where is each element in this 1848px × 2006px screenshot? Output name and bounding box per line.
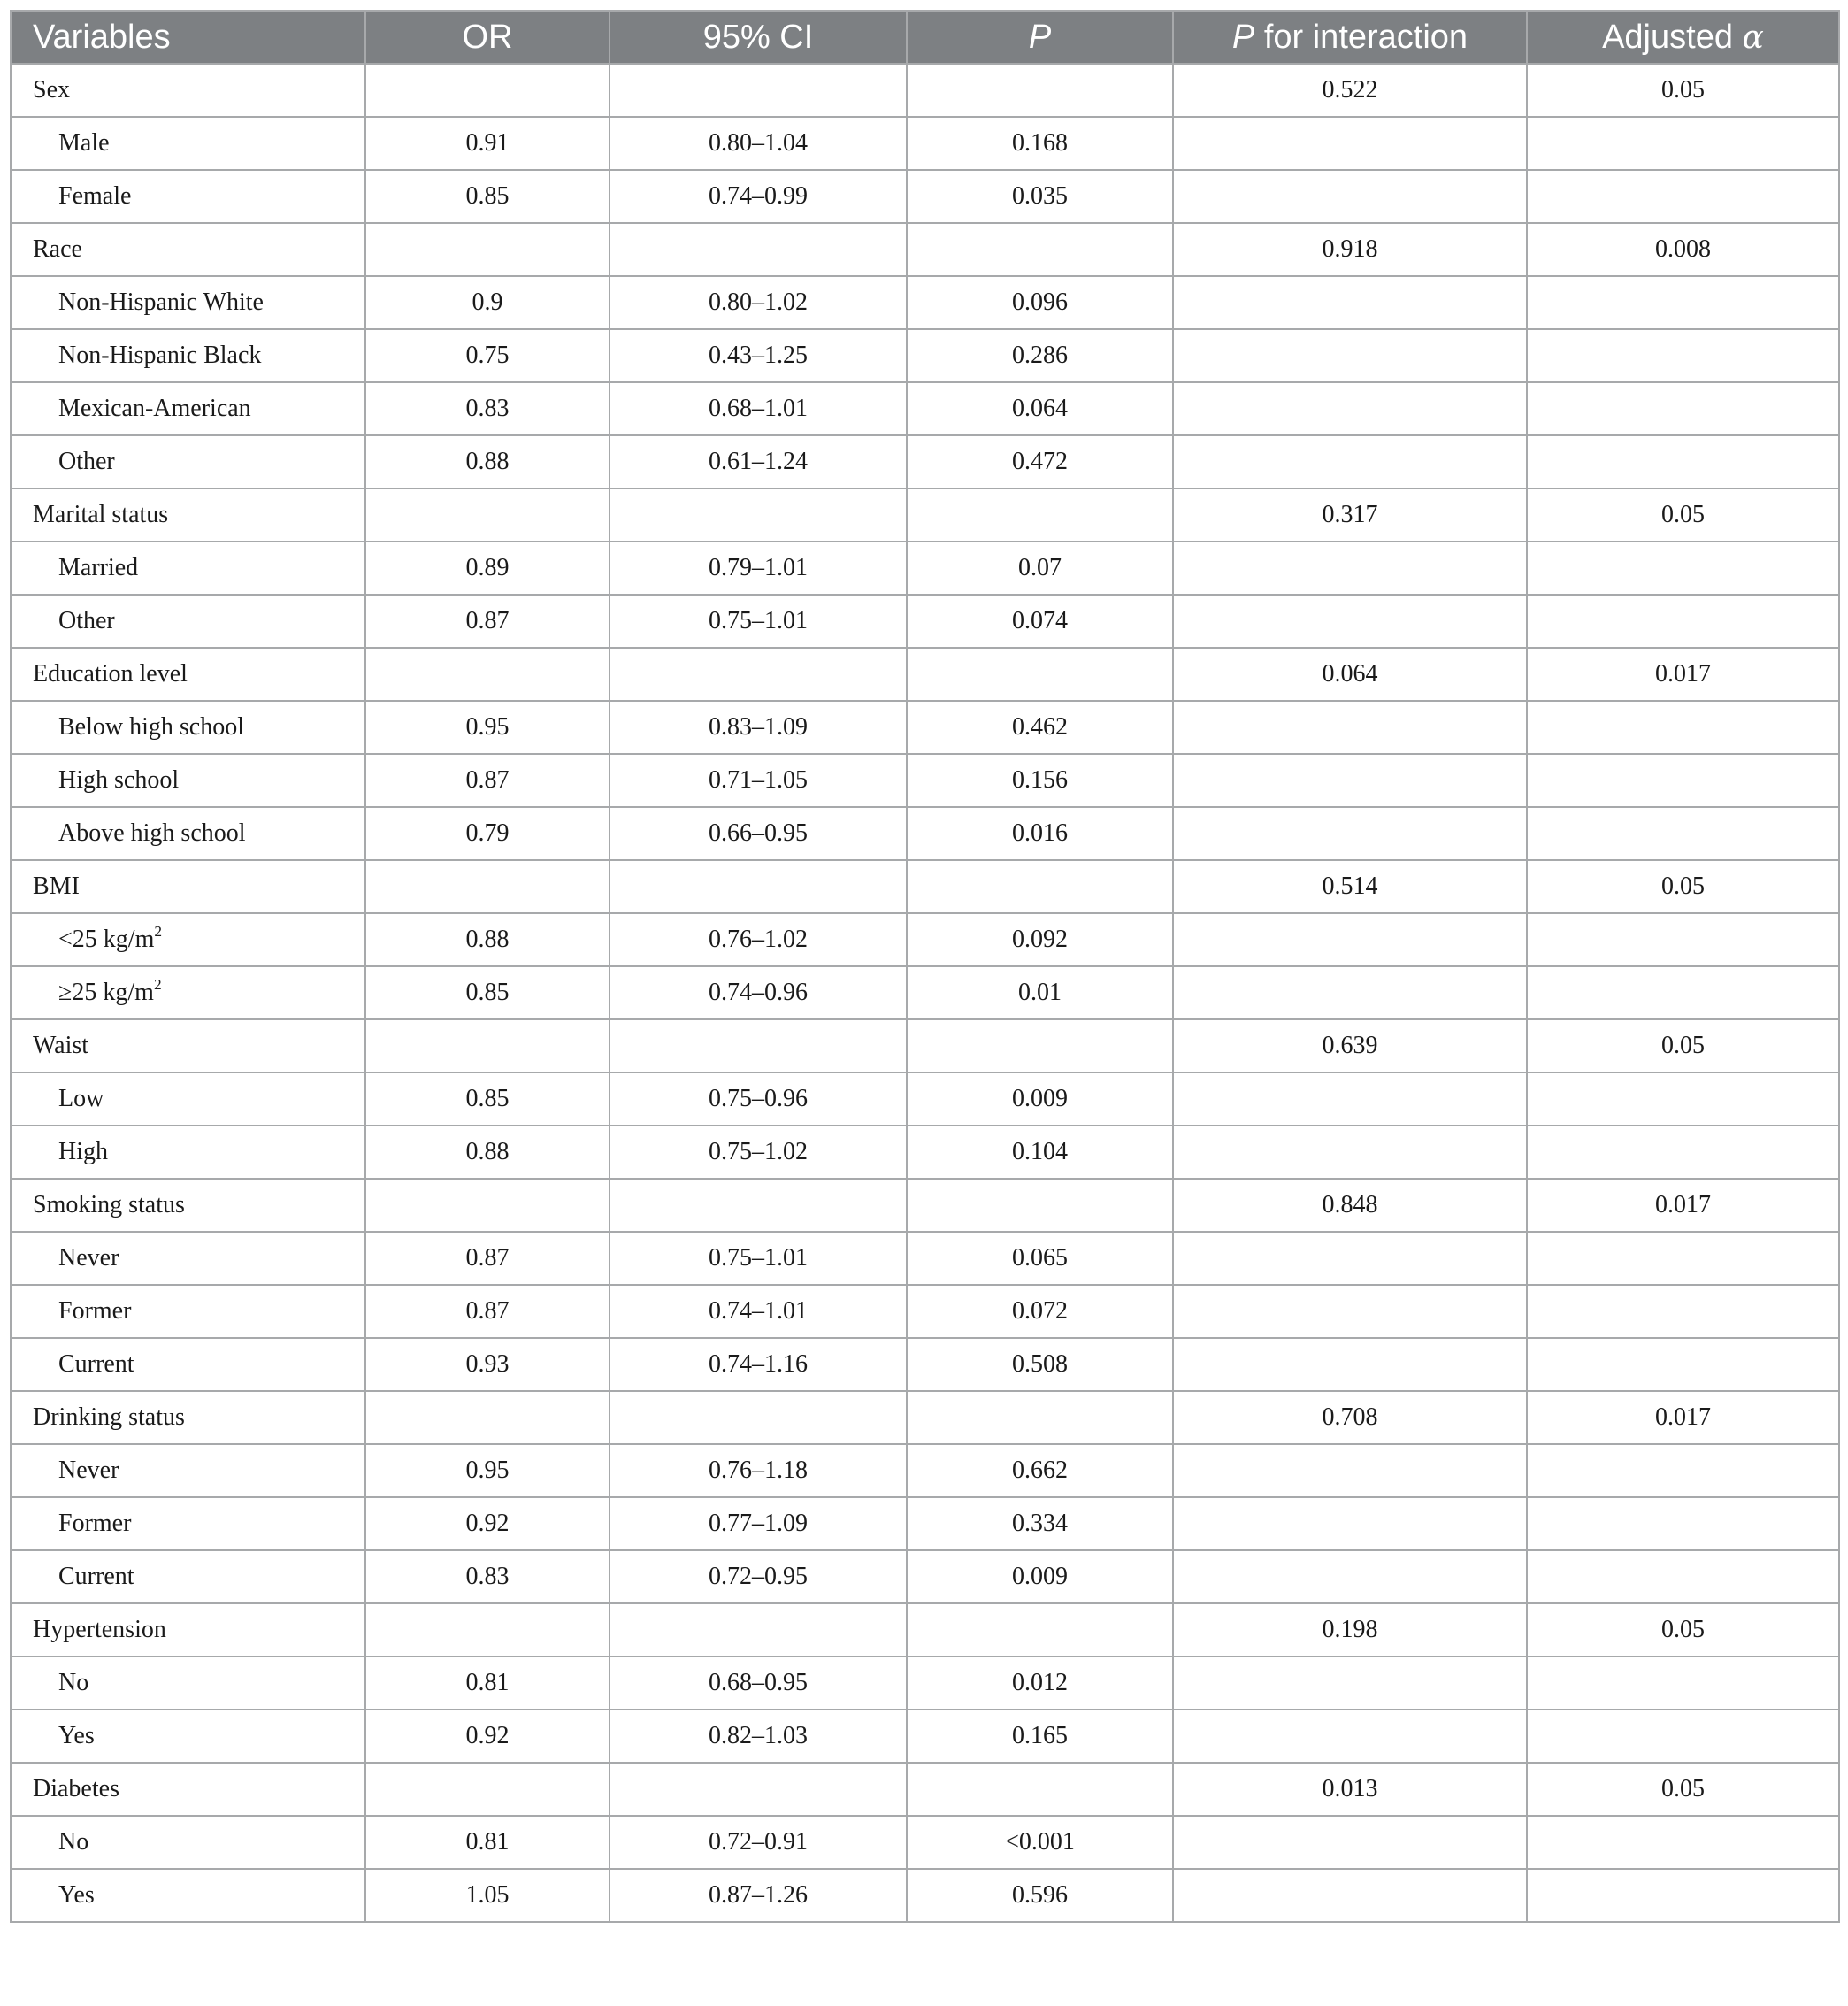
table-row xyxy=(11,542,1839,595)
row-label: Education level xyxy=(33,660,188,688)
subgroup-label-cell xyxy=(11,807,365,860)
ci-cell: 0.77–1.09 xyxy=(610,1497,907,1550)
ci-cell: 0.80–1.02 xyxy=(610,276,907,329)
ci-cell: 0.80–1.04 xyxy=(610,117,907,170)
p-interaction-cell: 0.514 xyxy=(1173,860,1527,913)
or-cell: 0.87 xyxy=(365,1232,610,1285)
ci-cell xyxy=(610,648,907,701)
col-header-p-text: P xyxy=(1028,18,1052,56)
subgroup-label-cell xyxy=(11,1126,365,1179)
col-header-adjusted-alpha xyxy=(1527,11,1839,64)
subgroup-label-cell xyxy=(11,435,365,488)
table-row xyxy=(11,1656,1839,1710)
row-label: Sex xyxy=(33,76,70,104)
subgroup-label-cell xyxy=(11,966,365,1019)
table-row xyxy=(11,117,1839,170)
adjusted-alpha-cell xyxy=(1527,1550,1839,1603)
subgroup-label-cell xyxy=(11,1816,365,1869)
subgroup-label-cell xyxy=(11,117,365,170)
p-interaction-cell: 0.013 xyxy=(1173,1763,1527,1816)
p-interaction-cell xyxy=(1173,329,1527,382)
p-value-cell: 0.662 xyxy=(907,1444,1173,1497)
adjusted-alpha-cell xyxy=(1527,754,1839,807)
subgroup-label-cell xyxy=(11,1656,365,1710)
row-label: Mexican-American xyxy=(58,395,251,422)
header-row xyxy=(11,11,1839,64)
row-label: Other xyxy=(58,448,115,475)
group-label-cell xyxy=(11,1019,365,1072)
p-value-cell: 0.072 xyxy=(907,1285,1173,1338)
ci-cell: 0.61–1.24 xyxy=(610,435,907,488)
p-value-cell xyxy=(907,1763,1173,1816)
row-label: Current xyxy=(58,1350,134,1378)
or-cell: 1.05 xyxy=(365,1869,610,1922)
group-row xyxy=(11,648,1839,701)
p-interaction-cell xyxy=(1173,595,1527,648)
p-interaction-cell: 0.639 xyxy=(1173,1019,1527,1072)
subgroup-label-cell xyxy=(11,1710,365,1763)
p-interaction-cell xyxy=(1173,1656,1527,1710)
adjusted-alpha-cell xyxy=(1527,435,1839,488)
subgroup-label-cell xyxy=(11,1497,365,1550)
table-row xyxy=(11,1869,1839,1922)
p-value-cell: 0.016 xyxy=(907,807,1173,860)
p-interaction-cell xyxy=(1173,1126,1527,1179)
row-label: <25 kg/m xyxy=(58,926,155,953)
row-label: Never xyxy=(58,1244,119,1272)
group-label-cell xyxy=(11,648,365,701)
ci-cell: 0.75–1.01 xyxy=(610,1232,907,1285)
p-interaction-cell xyxy=(1173,1710,1527,1763)
or-cell: 0.95 xyxy=(365,701,610,754)
group-label-cell xyxy=(11,223,365,276)
or-cell xyxy=(365,488,610,542)
ci-cell xyxy=(610,860,907,913)
p-interaction-cell xyxy=(1173,1232,1527,1285)
or-cell: 0.93 xyxy=(365,1338,610,1391)
p-interaction-cell xyxy=(1173,1869,1527,1922)
subgroup-label-cell xyxy=(11,329,365,382)
subgroup-label-cell xyxy=(11,1444,365,1497)
table-body xyxy=(11,64,1839,1922)
p-value-cell: <0.001 xyxy=(907,1816,1173,1869)
row-label: Low xyxy=(58,1085,104,1112)
table-row xyxy=(11,1285,1839,1338)
ci-cell: 0.76–1.18 xyxy=(610,1444,907,1497)
row-label: High xyxy=(58,1138,108,1165)
col-header-ci: 95% CI xyxy=(610,11,907,64)
group-row xyxy=(11,1019,1839,1072)
table-row xyxy=(11,754,1839,807)
or-cell: 0.83 xyxy=(365,1550,610,1603)
row-label: Other xyxy=(58,607,115,634)
p-value-cell: 0.334 xyxy=(907,1497,1173,1550)
table-row xyxy=(11,595,1839,648)
group-row xyxy=(11,1391,1839,1444)
table-row xyxy=(11,170,1839,223)
subgroup-label-cell xyxy=(11,1285,365,1338)
table-row xyxy=(11,1497,1839,1550)
ci-cell: 0.82–1.03 xyxy=(610,1710,907,1763)
p-value-cell: 0.104 xyxy=(907,1126,1173,1179)
p-interaction-cell xyxy=(1173,1497,1527,1550)
adjusted-alpha-cell xyxy=(1527,1444,1839,1497)
ci-cell: 0.75–1.01 xyxy=(610,595,907,648)
p-interaction-cell xyxy=(1173,117,1527,170)
superscript: 2 xyxy=(153,975,162,993)
subgroup-label-cell xyxy=(11,170,365,223)
adjusted-alpha-cell: 0.05 xyxy=(1527,1763,1839,1816)
p-value-cell xyxy=(907,1179,1173,1232)
table-row xyxy=(11,1338,1839,1391)
table-row xyxy=(11,276,1839,329)
p-interaction-cell xyxy=(1173,701,1527,754)
p-value-cell xyxy=(907,860,1173,913)
table-row xyxy=(11,1232,1839,1285)
p-interaction-cell xyxy=(1173,1338,1527,1391)
adjusted-alpha-cell xyxy=(1527,701,1839,754)
col-header-p-interaction-text: for interaction xyxy=(1254,18,1468,56)
or-cell: 0.91 xyxy=(365,117,610,170)
row-label: Hypertension xyxy=(33,1616,166,1643)
p-value-cell: 0.035 xyxy=(907,170,1173,223)
p-value-cell xyxy=(907,488,1173,542)
p-value-cell: 0.092 xyxy=(907,913,1173,966)
row-label: Drinking status xyxy=(33,1403,185,1431)
p-interaction-cell: 0.848 xyxy=(1173,1179,1527,1232)
row-label: No xyxy=(58,1669,89,1696)
group-label-cell xyxy=(11,860,365,913)
p-interaction-cell xyxy=(1173,1285,1527,1338)
adjusted-alpha-cell: 0.05 xyxy=(1527,64,1839,117)
table-header xyxy=(11,11,1839,64)
p-interaction-cell xyxy=(1173,542,1527,595)
or-cell: 0.79 xyxy=(365,807,610,860)
row-label: Smoking status xyxy=(33,1191,185,1218)
col-header-p xyxy=(907,11,1173,64)
subgroup-label-cell xyxy=(11,542,365,595)
col-header-adjusted-text: Adjusted xyxy=(1602,18,1743,56)
row-label: Above high school xyxy=(58,819,246,847)
or-cell: 0.81 xyxy=(365,1656,610,1710)
adjusted-alpha-cell xyxy=(1527,1656,1839,1710)
ci-cell: 0.83–1.09 xyxy=(610,701,907,754)
adjusted-alpha-cell xyxy=(1527,1338,1839,1391)
ci-cell: 0.75–1.02 xyxy=(610,1126,907,1179)
or-cell xyxy=(365,1763,610,1816)
col-header-variables: Variables xyxy=(11,11,365,64)
p-value-cell: 0.168 xyxy=(907,117,1173,170)
subgroup-analysis-table xyxy=(10,10,1840,1923)
or-cell: 0.85 xyxy=(365,1072,610,1126)
superscript: 2 xyxy=(154,922,163,940)
group-label-cell xyxy=(11,488,365,542)
p-value-cell: 0.012 xyxy=(907,1656,1173,1710)
p-interaction-cell xyxy=(1173,754,1527,807)
ci-cell xyxy=(610,1763,907,1816)
ci-cell xyxy=(610,1391,907,1444)
table-row xyxy=(11,966,1839,1019)
row-label: Female xyxy=(58,182,132,210)
row-label: Yes xyxy=(58,1722,95,1749)
p-value-cell: 0.01 xyxy=(907,966,1173,1019)
ci-cell xyxy=(610,1603,907,1656)
subgroup-label-cell xyxy=(11,1550,365,1603)
p-value-cell: 0.064 xyxy=(907,382,1173,435)
p-value-cell: 0.009 xyxy=(907,1072,1173,1126)
ci-cell: 0.74–1.01 xyxy=(610,1285,907,1338)
adjusted-alpha-cell xyxy=(1527,542,1839,595)
ci-cell: 0.68–0.95 xyxy=(610,1656,907,1710)
col-header-alpha-symbol: α xyxy=(1742,18,1764,56)
p-interaction-cell xyxy=(1173,170,1527,223)
ci-cell: 0.74–0.96 xyxy=(610,966,907,1019)
adjusted-alpha-cell xyxy=(1527,807,1839,860)
or-cell xyxy=(365,223,610,276)
p-interaction-cell: 0.522 xyxy=(1173,64,1527,117)
subgroup-label-cell xyxy=(11,276,365,329)
table-row xyxy=(11,913,1839,966)
p-value-cell xyxy=(907,223,1173,276)
p-interaction-cell xyxy=(1173,1444,1527,1497)
adjusted-alpha-cell: 0.05 xyxy=(1527,860,1839,913)
ci-cell: 0.75–0.96 xyxy=(610,1072,907,1126)
or-cell xyxy=(365,1179,610,1232)
p-interaction-cell xyxy=(1173,276,1527,329)
p-interaction-cell xyxy=(1173,807,1527,860)
or-cell xyxy=(365,860,610,913)
group-label-cell xyxy=(11,64,365,117)
ci-cell: 0.43–1.25 xyxy=(610,329,907,382)
p-value-cell: 0.065 xyxy=(907,1232,1173,1285)
or-cell: 0.92 xyxy=(365,1497,610,1550)
p-value-cell: 0.462 xyxy=(907,701,1173,754)
row-label: No xyxy=(58,1828,89,1856)
ci-cell xyxy=(610,1179,907,1232)
row-label: Male xyxy=(58,129,110,157)
row-label: Married xyxy=(58,554,139,581)
ci-cell xyxy=(610,64,907,117)
p-value-cell: 0.472 xyxy=(907,435,1173,488)
group-row xyxy=(11,488,1839,542)
or-cell: 0.88 xyxy=(365,913,610,966)
adjusted-alpha-cell: 0.008 xyxy=(1527,223,1839,276)
adjusted-alpha-cell xyxy=(1527,966,1839,1019)
adjusted-alpha-cell xyxy=(1527,1816,1839,1869)
p-value-cell: 0.07 xyxy=(907,542,1173,595)
row-label: Non-Hispanic Black xyxy=(58,342,262,369)
adjusted-alpha-cell: 0.017 xyxy=(1527,1391,1839,1444)
row-label: Race xyxy=(33,235,82,263)
adjusted-alpha-cell: 0.05 xyxy=(1527,1603,1839,1656)
adjusted-alpha-cell xyxy=(1527,329,1839,382)
adjusted-alpha-cell xyxy=(1527,1285,1839,1338)
or-cell xyxy=(365,1019,610,1072)
adjusted-alpha-cell xyxy=(1527,913,1839,966)
or-cell: 0.87 xyxy=(365,754,610,807)
ci-cell: 0.72–0.91 xyxy=(610,1816,907,1869)
p-interaction-cell xyxy=(1173,1072,1527,1126)
ci-cell xyxy=(610,488,907,542)
row-label: Marital status xyxy=(33,501,169,528)
ci-cell: 0.87–1.26 xyxy=(610,1869,907,1922)
ci-cell: 0.74–1.16 xyxy=(610,1338,907,1391)
table-row xyxy=(11,1550,1839,1603)
p-value-cell xyxy=(907,1391,1173,1444)
group-label-cell xyxy=(11,1603,365,1656)
ci-cell: 0.72–0.95 xyxy=(610,1550,907,1603)
adjusted-alpha-cell xyxy=(1527,1126,1839,1179)
p-value-cell: 0.156 xyxy=(907,754,1173,807)
adjusted-alpha-cell: 0.05 xyxy=(1527,488,1839,542)
or-cell: 0.88 xyxy=(365,1126,610,1179)
or-cell: 0.87 xyxy=(365,595,610,648)
or-cell: 0.81 xyxy=(365,1816,610,1869)
p-interaction-cell: 0.918 xyxy=(1173,223,1527,276)
group-row xyxy=(11,860,1839,913)
group-label-cell xyxy=(11,1763,365,1816)
subgroup-label-cell xyxy=(11,1072,365,1126)
col-header-or: OR xyxy=(365,11,610,64)
p-interaction-cell: 0.064 xyxy=(1173,648,1527,701)
ci-cell: 0.71–1.05 xyxy=(610,754,907,807)
row-label: Never xyxy=(58,1456,119,1484)
row-label: Former xyxy=(58,1297,132,1325)
table-row xyxy=(11,1444,1839,1497)
adjusted-alpha-cell: 0.05 xyxy=(1527,1019,1839,1072)
subgroup-label-cell xyxy=(11,913,365,966)
or-cell: 0.75 xyxy=(365,329,610,382)
row-label: Current xyxy=(58,1563,134,1590)
p-value-cell xyxy=(907,1603,1173,1656)
table-row xyxy=(11,382,1839,435)
p-interaction-cell xyxy=(1173,966,1527,1019)
p-value-cell: 0.508 xyxy=(907,1338,1173,1391)
col-header-p-interaction xyxy=(1173,11,1527,64)
p-value-cell: 0.165 xyxy=(907,1710,1173,1763)
row-label: Non-Hispanic White xyxy=(58,288,264,316)
ci-cell: 0.66–0.95 xyxy=(610,807,907,860)
subgroup-label-cell xyxy=(11,595,365,648)
p-interaction-cell: 0.317 xyxy=(1173,488,1527,542)
adjusted-alpha-cell xyxy=(1527,1232,1839,1285)
subgroup-label-cell xyxy=(11,701,365,754)
p-value-cell: 0.286 xyxy=(907,329,1173,382)
or-cell: 0.85 xyxy=(365,170,610,223)
or-cell xyxy=(365,64,610,117)
ci-cell xyxy=(610,1019,907,1072)
subgroup-label-cell xyxy=(11,754,365,807)
group-row xyxy=(11,1179,1839,1232)
p-interaction-cell: 0.198 xyxy=(1173,1603,1527,1656)
or-cell: 0.92 xyxy=(365,1710,610,1763)
ci-cell xyxy=(610,223,907,276)
adjusted-alpha-cell xyxy=(1527,117,1839,170)
table-row xyxy=(11,701,1839,754)
table-row xyxy=(11,1710,1839,1763)
or-cell: 0.83 xyxy=(365,382,610,435)
p-interaction-cell xyxy=(1173,1816,1527,1869)
row-label: ≥25 kg/m xyxy=(58,979,154,1006)
or-cell: 0.9 xyxy=(365,276,610,329)
p-interaction-cell xyxy=(1173,913,1527,966)
subgroup-label-cell xyxy=(11,1338,365,1391)
subgroup-label-cell xyxy=(11,1232,365,1285)
group-row xyxy=(11,1763,1839,1816)
table-row xyxy=(11,329,1839,382)
adjusted-alpha-cell: 0.017 xyxy=(1527,1179,1839,1232)
table-row xyxy=(11,1126,1839,1179)
or-cell xyxy=(365,1603,610,1656)
or-cell: 0.85 xyxy=(365,966,610,1019)
adjusted-alpha-cell: 0.017 xyxy=(1527,648,1839,701)
ci-cell: 0.76–1.02 xyxy=(610,913,907,966)
or-cell: 0.88 xyxy=(365,435,610,488)
ci-cell: 0.74–0.99 xyxy=(610,170,907,223)
p-value-cell: 0.096 xyxy=(907,276,1173,329)
subgroup-label-cell xyxy=(11,1869,365,1922)
p-value-cell: 0.596 xyxy=(907,1869,1173,1922)
col-header-p-interaction-p: P xyxy=(1231,18,1255,56)
adjusted-alpha-cell xyxy=(1527,595,1839,648)
row-label: Former xyxy=(58,1510,132,1537)
adjusted-alpha-cell xyxy=(1527,1072,1839,1126)
adjusted-alpha-cell xyxy=(1527,1710,1839,1763)
or-cell xyxy=(365,648,610,701)
row-label: Yes xyxy=(58,1881,95,1909)
p-value-cell: 0.009 xyxy=(907,1550,1173,1603)
p-value-cell xyxy=(907,64,1173,117)
table-row xyxy=(11,1072,1839,1126)
group-row xyxy=(11,223,1839,276)
subgroup-label-cell xyxy=(11,382,365,435)
row-label: BMI xyxy=(33,872,80,900)
or-cell: 0.87 xyxy=(365,1285,610,1338)
p-interaction-cell xyxy=(1173,435,1527,488)
p-interaction-cell: 0.708 xyxy=(1173,1391,1527,1444)
p-interaction-cell xyxy=(1173,1550,1527,1603)
table-row xyxy=(11,435,1839,488)
table-row xyxy=(11,807,1839,860)
group-row xyxy=(11,64,1839,117)
group-label-cell xyxy=(11,1391,365,1444)
adjusted-alpha-cell xyxy=(1527,1869,1839,1922)
or-cell xyxy=(365,1391,610,1444)
p-value-cell: 0.074 xyxy=(907,595,1173,648)
p-value-cell xyxy=(907,648,1173,701)
adjusted-alpha-cell xyxy=(1527,382,1839,435)
ci-cell: 0.68–1.01 xyxy=(610,382,907,435)
group-label-cell xyxy=(11,1179,365,1232)
or-cell: 0.95 xyxy=(365,1444,610,1497)
row-label: Below high school xyxy=(58,713,244,741)
adjusted-alpha-cell xyxy=(1527,170,1839,223)
p-value-cell xyxy=(907,1019,1173,1072)
adjusted-alpha-cell xyxy=(1527,276,1839,329)
or-cell: 0.89 xyxy=(365,542,610,595)
row-label: Waist xyxy=(33,1032,89,1059)
p-interaction-cell xyxy=(1173,382,1527,435)
row-label: Diabetes xyxy=(33,1775,119,1802)
group-row xyxy=(11,1603,1839,1656)
ci-cell: 0.79–1.01 xyxy=(610,542,907,595)
row-label: High school xyxy=(58,766,180,794)
adjusted-alpha-cell xyxy=(1527,1497,1839,1550)
table-row xyxy=(11,1816,1839,1869)
